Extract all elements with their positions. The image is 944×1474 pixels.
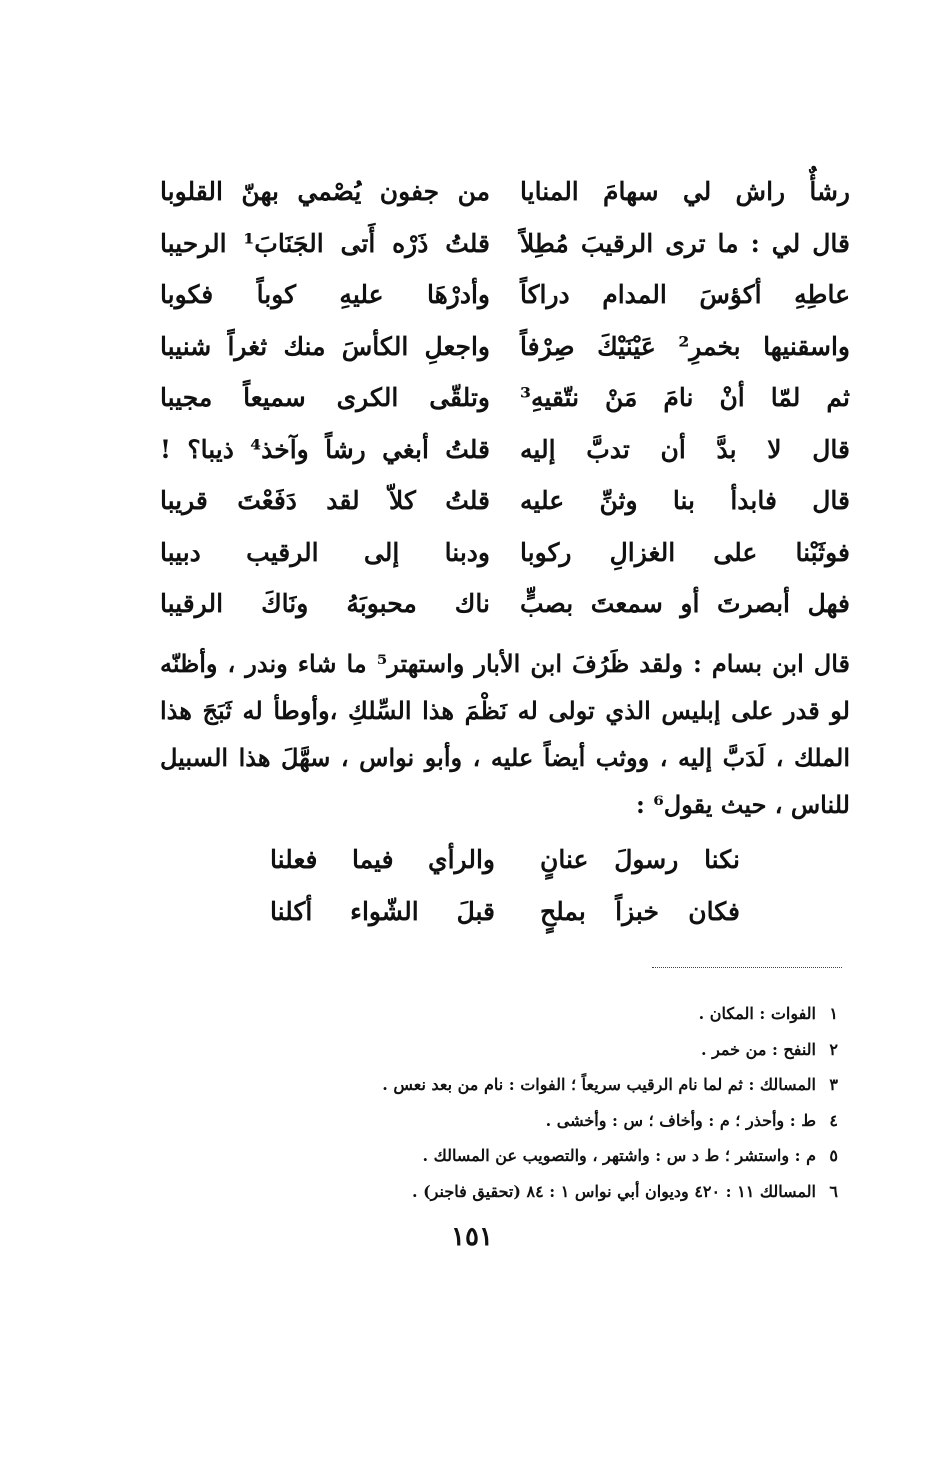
verse-second-hemistich: قلتُ كلاّ لقد دَفَعْتَ قريبا	[160, 486, 490, 516]
footnote-number: ٣	[829, 1075, 838, 1094]
prose-line: الملك ، لَدَبَّ إليه ، ووثب أيضاً عليه ، وأبو نواس ، سهَّلَ هذا السبيل	[160, 743, 850, 772]
footnote-text: الفوات : المكان .	[698, 1004, 816, 1023]
verse-first-hemistich: ثم لمّا أنْ نامَ مَنْ نتّقيهِ³	[520, 383, 850, 413]
verse-line	[160, 372, 850, 424]
verse-second-hemistich: قلتُ أبغي رشاً وآخذ⁴ ذيبا؟ !	[160, 434, 491, 464]
verse-line	[160, 269, 850, 321]
footnote-text: النفح : من خمر .	[700, 1039, 816, 1059]
verse-second-hemistich: واجعلِ الكأسَ منك ثغراً شنيبا	[160, 331, 490, 361]
verse-second-hemistich: وأدرْهَا عليهِ كوباً فكوبا	[160, 280, 490, 310]
footnote	[278, 1067, 838, 1103]
verse-first-hemistich: واسقنيها بخمرِ² عَيْنَيْكَ صِرْفاً	[520, 331, 850, 361]
verse-line	[160, 578, 850, 630]
footnote-text: المسالك : ثم لما نام الرقيب سريعاً ؛ الفوات : نام من بعد نعس .	[382, 1075, 816, 1094]
verse-first-hemistich: عاطِهِ أكؤسَ المدام دراكاً	[520, 280, 850, 310]
verse-first-hemistich: قال فابدأ بنا وثنِّ عليه	[520, 486, 850, 516]
verse-line	[160, 321, 850, 373]
verse-first-hemistich: فكان خبزاً بملحٍ	[540, 896, 740, 926]
footnote	[278, 996, 838, 1032]
verse-second-hemistich: وتلقّى الكرى سميعاً مجيبا	[160, 383, 490, 413]
footnote-number: ٥	[829, 1146, 838, 1165]
prose-paragraph	[160, 640, 850, 828]
footnotes	[278, 996, 838, 1209]
verse-line	[160, 218, 850, 270]
footnote	[278, 1103, 838, 1139]
footnote-text: ط : وأحذر ؛ م : وأخاف ؛ س : وأخشى .	[545, 1110, 816, 1130]
footnote	[278, 1032, 838, 1068]
page-number: ١٥١	[451, 1222, 493, 1252]
verse-second-hemistich: ودبنا إلى الرقيب دبيبا	[160, 537, 490, 567]
verse-first-hemistich: قال لا بدَّ أن تدبَّ إليه	[520, 434, 850, 464]
verse-second-hemistich: قلتُ ذَرْه أَتى الجَنَابَ¹ الرحيبا	[160, 228, 490, 258]
verse-second-hemistich: ناك محبوبَهُ ونَاكَ الرقيبا	[160, 589, 490, 619]
verse-line	[160, 475, 850, 527]
poem-block	[160, 166, 850, 630]
verse-second-hemistich: قبلَ الشّواء أكلنا	[270, 896, 495, 926]
verse-first-hemistich: نكنا رسولَ عنانٍ	[540, 844, 740, 874]
verse-second-hemistich: من جفون يُصْمي بهنّ القلوبا	[160, 177, 490, 207]
verse-line	[160, 166, 850, 218]
verse-first-hemistich: فوثَبْنا على الغزالِ ركوبا	[520, 537, 850, 567]
prose-line: لو قدر على إبليس الذي تولى له نَظْمَ هذا السِّلكِ ،وأوطأ له ثَبَجَ هذا	[160, 696, 850, 725]
footnote	[278, 1138, 838, 1174]
verse-second-hemistich: والرأي فيما فعلنا	[270, 844, 495, 874]
verse-line	[270, 885, 740, 937]
footnote-text: م : واستشر ؛ ط د س : واشتهر ، والتصويب عن المسالك .	[422, 1146, 816, 1165]
footnote-number: ٢	[829, 1039, 838, 1059]
footnote	[278, 1174, 838, 1210]
footnote-number: ١	[829, 1004, 838, 1023]
verse-line	[270, 833, 740, 885]
verse-first-hemistich: فهل أبصرتَ أو سمعتَ بصبٍّ	[520, 589, 850, 619]
verse-first-hemistich: قال لي : ما ترى الرقيبَ مُطِلاً	[520, 228, 850, 258]
footnote-text: المسالك ١١ : ٤٢٠ وديوان أبي نواس ١ : ٨٤ (تحقيق فاجنر) .	[411, 1181, 816, 1201]
prose-line: للناس ، حيث يقول⁶ :	[636, 790, 850, 819]
footnote-separator	[652, 967, 842, 968]
verse-line	[160, 424, 850, 476]
footnote-number: ٦	[829, 1181, 838, 1201]
verse-first-hemistich: رشأٌ راش لي سهامَ المنايا	[520, 177, 850, 207]
verse-line	[160, 527, 850, 579]
prose-line: قال ابن بسام : ولقد ظَرُفَ ابن الأبار واستهتر⁵ ما شاء وندر ، وأظنّه	[160, 649, 850, 678]
poem-block	[270, 833, 740, 937]
footnote-number: ٤	[829, 1110, 838, 1130]
